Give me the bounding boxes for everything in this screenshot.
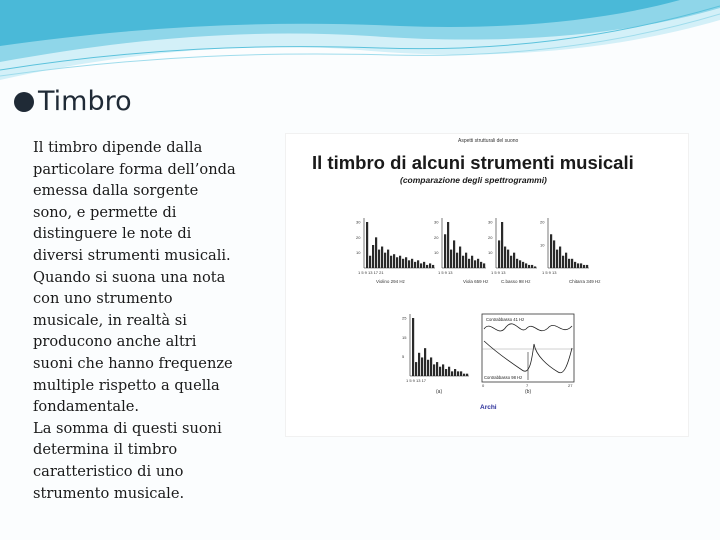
body-line: emessa dalla sorgente bbox=[33, 182, 199, 200]
spectrum-bar bbox=[504, 247, 506, 268]
spectrum-xticks: 1 5 9 13 17 21 bbox=[358, 270, 384, 275]
spectrum-bar bbox=[586, 265, 588, 268]
spectrum-bar bbox=[384, 253, 386, 268]
spectrum-bar bbox=[430, 357, 432, 376]
spectrum-bar bbox=[381, 247, 383, 268]
spectrum-bar bbox=[519, 260, 521, 268]
waveform-xtick: 27 bbox=[568, 383, 573, 388]
spectrum-bar bbox=[417, 260, 419, 268]
spectrum-xticks: 1 5 9 13 17 bbox=[406, 378, 427, 383]
spectrum-bar bbox=[451, 371, 453, 376]
spectrum-bar bbox=[534, 266, 536, 268]
waveform-top bbox=[484, 324, 572, 331]
spectrum-bar bbox=[412, 318, 414, 376]
waveform-xtick: 7 bbox=[526, 383, 529, 388]
spectrum-bar bbox=[568, 259, 570, 268]
spectrum-bar bbox=[418, 353, 420, 376]
spectrum-caption: Violino 294 Hz bbox=[376, 279, 405, 284]
spectrum-bar bbox=[426, 265, 428, 268]
body-line: diversi strumenti musicali. bbox=[33, 246, 231, 264]
spectrum-bar bbox=[528, 265, 530, 268]
spectrum-bar bbox=[396, 257, 398, 268]
spectrum-bar bbox=[474, 260, 476, 268]
spectrum-bar bbox=[445, 369, 447, 376]
spectrum-bar bbox=[415, 362, 417, 376]
spectrum-bar bbox=[513, 253, 515, 268]
body-line: Il timbro dipende dalla bbox=[33, 139, 203, 156]
spectrogram-figure bbox=[286, 134, 688, 436]
figure-subtitle: (comparazione degli spettrogrammi) bbox=[400, 175, 547, 185]
waveform-panel bbox=[482, 314, 574, 395]
spectrum-bar bbox=[553, 240, 555, 268]
spectrum-bar bbox=[439, 367, 441, 376]
spectrum-ytick: 30 bbox=[434, 219, 439, 225]
body-line: producono anche altri bbox=[33, 333, 197, 351]
spectrum-bar bbox=[501, 222, 503, 268]
spectrum-ytick: 10 bbox=[434, 250, 439, 256]
spectrum-bar bbox=[423, 262, 425, 268]
spectrum-cbasso bbox=[488, 218, 537, 284]
figure-header: Aspetti strutturali del suono bbox=[458, 138, 519, 144]
spectrum-caption: C.basso 98 Hz bbox=[501, 279, 531, 284]
body-line: sono, e permette di bbox=[33, 203, 177, 221]
waveform-label-top: Contrabbasso 41 Hz bbox=[486, 317, 525, 322]
spectrum-bar bbox=[565, 253, 567, 268]
slide-title: Timbro bbox=[38, 86, 132, 117]
spectrum-bar bbox=[369, 256, 371, 268]
figure-title: Il timbro di alcuni strumenti musicali bbox=[312, 152, 634, 173]
spectrum-bar bbox=[522, 262, 524, 268]
body-line: distinguere le note di bbox=[33, 225, 192, 243]
waveform-panel-label: (b) bbox=[525, 389, 532, 395]
spectrum-bar bbox=[498, 240, 500, 268]
spectrum-bar bbox=[366, 222, 368, 268]
spectrum-bar bbox=[421, 357, 423, 376]
title-row bbox=[14, 86, 132, 117]
spectrum-bar bbox=[442, 364, 444, 376]
spectrum-ytick: 30 bbox=[488, 219, 493, 225]
spectrum-bar bbox=[457, 371, 459, 376]
body-line: Quando si suona una nota bbox=[33, 268, 226, 286]
spectrum-bar bbox=[433, 364, 435, 376]
spectrum-bar bbox=[574, 262, 576, 268]
spectrum-bar bbox=[583, 265, 585, 268]
spectrum-ytick: 20 bbox=[356, 234, 361, 240]
spectrum-ytick: 30 bbox=[356, 219, 361, 225]
spectrum-bar bbox=[556, 250, 558, 268]
spectrum-bar bbox=[393, 254, 395, 268]
spectrum-bar bbox=[427, 360, 429, 376]
waveform-label-bottom: Contrabbasso 98 Hz bbox=[484, 375, 523, 380]
body-line: fondamentale. bbox=[33, 398, 140, 416]
spectrum-bar bbox=[432, 265, 434, 268]
spectrum-bar bbox=[483, 263, 485, 268]
body-line: multiple rispetto a quella bbox=[33, 376, 220, 394]
body-line: particolare forma dell’onda bbox=[33, 160, 236, 178]
spectrum-bar bbox=[436, 362, 438, 376]
spectrum-bar bbox=[477, 259, 479, 268]
spectrum-bar bbox=[414, 262, 416, 268]
body-text bbox=[33, 137, 251, 504]
spectrum-ytick: 15 bbox=[402, 334, 407, 340]
spectrum-ytick: 20 bbox=[540, 219, 545, 225]
body-line: determina il timbro bbox=[33, 441, 178, 459]
spectrum-bar bbox=[468, 259, 470, 268]
spectrum-ytick: 10 bbox=[356, 250, 361, 256]
spectrum-bar bbox=[444, 234, 446, 268]
spectrum-ytick: 20 bbox=[488, 234, 493, 240]
header-wave-decoration bbox=[0, 0, 720, 90]
spectrum-chitarra bbox=[540, 218, 601, 284]
spectrum-violino bbox=[356, 218, 435, 284]
body-line: La somma di questi suoni bbox=[33, 419, 222, 437]
spectrum-bar bbox=[462, 256, 464, 268]
spectrum-viola bbox=[434, 218, 489, 284]
spectrum-ytick: 25 bbox=[402, 315, 407, 321]
spectrum-bar bbox=[405, 257, 407, 268]
spectrum-bar bbox=[402, 259, 404, 268]
spectrum-bar bbox=[448, 367, 450, 376]
spectrum-bar bbox=[510, 256, 512, 268]
spectrum-bar bbox=[375, 237, 377, 268]
spectrum-bar bbox=[420, 263, 422, 268]
spectrum-bottom bbox=[402, 314, 469, 395]
spectrum-bar bbox=[559, 247, 561, 268]
spectrum-bar bbox=[447, 222, 449, 268]
spectrum-bar bbox=[387, 250, 389, 268]
spectrum-bar bbox=[390, 256, 392, 268]
spectrum-label: (a) bbox=[436, 389, 443, 395]
spectrum-bar bbox=[460, 371, 462, 376]
title-bullet-icon bbox=[14, 92, 34, 112]
spectrum-bar bbox=[429, 263, 431, 268]
spectrum-bar bbox=[525, 263, 527, 268]
spectrum-bar bbox=[465, 253, 467, 268]
spectrum-bar bbox=[424, 348, 426, 376]
spectrum-ytick: 10 bbox=[488, 250, 493, 256]
spectrum-xticks: 1 5 9 13 bbox=[438, 270, 453, 275]
spectrum-bar bbox=[399, 256, 401, 268]
spectrum-bar bbox=[577, 263, 579, 268]
body-line: strumento musicale. bbox=[33, 484, 185, 502]
spectrum-bar bbox=[480, 262, 482, 268]
spectrum-bar bbox=[516, 259, 518, 268]
spectrum-ytick: 10 bbox=[540, 242, 545, 248]
spectrum-xticks: 1 5 9 13 bbox=[491, 270, 506, 275]
waveform-xtick: 0 bbox=[482, 383, 485, 388]
spectrum-bar bbox=[562, 256, 564, 268]
spectrum-bar bbox=[450, 250, 452, 268]
spectrum-bar bbox=[463, 374, 465, 376]
spectrum-bar bbox=[411, 259, 413, 268]
body-line: musicale, in realtà si bbox=[33, 311, 187, 329]
spectrum-bar bbox=[571, 259, 573, 268]
spectrum-bar bbox=[471, 256, 473, 268]
spectrum-bar bbox=[507, 250, 509, 268]
spectrum-bar bbox=[408, 260, 410, 268]
body-line: suoni che hanno frequenze bbox=[33, 354, 233, 372]
body-line: con uno strumento bbox=[33, 290, 173, 308]
spectrum-bar bbox=[454, 369, 456, 376]
spectrum-bar bbox=[456, 253, 458, 268]
spectrum-ytick: 5 bbox=[402, 354, 405, 360]
spectrum-caption: Viola 659 Hz bbox=[463, 279, 489, 284]
spectrum-bar bbox=[466, 374, 468, 376]
spectrum-bar bbox=[453, 240, 455, 268]
spectrum-caption: Chitarra 349 Hz bbox=[569, 279, 601, 284]
body-line: caratteristico di uno bbox=[33, 462, 184, 480]
figure-svg bbox=[286, 134, 688, 436]
spectrum-bar bbox=[550, 234, 552, 268]
spectrum-bar bbox=[531, 265, 533, 268]
spectrum-bar bbox=[378, 250, 380, 268]
spectrum-xticks: 1 5 9 13 bbox=[542, 270, 557, 275]
spectrum-ytick: 20 bbox=[434, 234, 439, 240]
spectrum-bar bbox=[372, 245, 374, 268]
spectrum-bar bbox=[459, 247, 461, 268]
spectrum-bar bbox=[580, 263, 582, 268]
figure-footer: Archi bbox=[480, 404, 497, 411]
